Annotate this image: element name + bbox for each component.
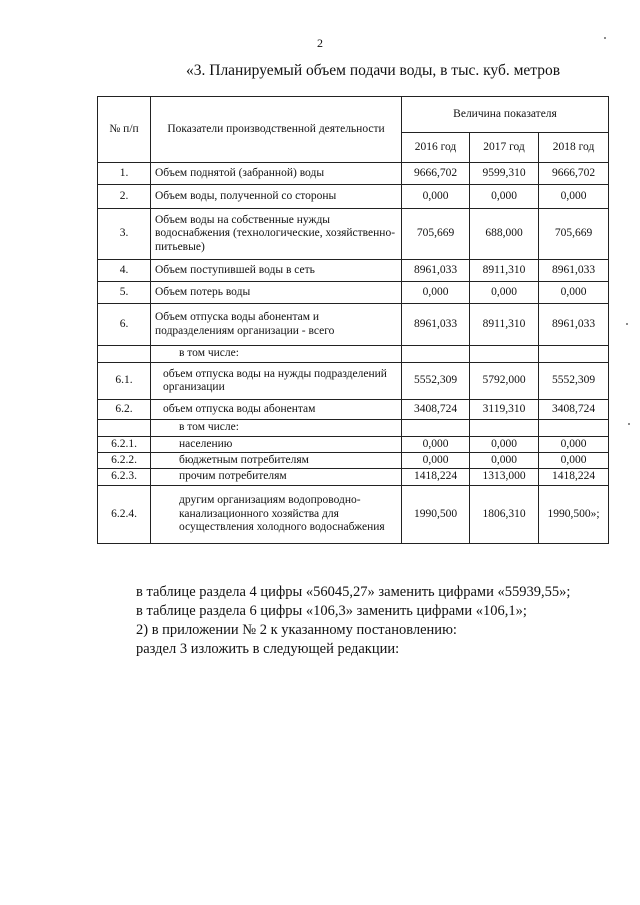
row-value-2017: 0,000: [470, 437, 539, 453]
row-value-2018: 0,000: [539, 453, 609, 469]
row-value-2018: 8961,033: [539, 304, 609, 346]
row-value-2016: 0,000: [402, 453, 470, 469]
header-year-2018: 2018 год: [539, 133, 609, 163]
row-value-2017: [470, 420, 539, 437]
table-row: [98, 304, 609, 346]
header-year-2016: 2016 год: [402, 133, 470, 163]
row-number: 4.: [98, 260, 151, 282]
row-indicator: Объем поступившей воды в сеть: [151, 260, 402, 282]
row-value-2018: 5552,309: [539, 363, 609, 400]
row-value-2017: 688,000: [470, 209, 539, 260]
row-value-2017: 1313,000: [470, 469, 539, 485]
row-value-2016: 0,000: [402, 282, 470, 304]
row-value-2016: [402, 420, 470, 437]
row-value-2018: 1990,500»;: [539, 485, 609, 543]
instruction-line: 2) в приложении № 2 к указанному постановлению:: [136, 622, 457, 638]
row-indicator: объем отпуска воды абонентам: [151, 400, 402, 420]
row-value-2017: 8911,310: [470, 260, 539, 282]
row-value-2018: 1418,224: [539, 469, 609, 485]
header-num: № п/п: [98, 97, 151, 163]
instruction-line: раздел 3 изложить в следующей редакции:: [136, 641, 400, 657]
row-indicator: Объем поднятой (забранной) воды: [151, 163, 402, 185]
table-row: [98, 437, 609, 453]
table-row: [98, 260, 609, 282]
table-row: [98, 469, 609, 485]
row-value-2016: 705,669: [402, 209, 470, 260]
water-supply-table: [97, 96, 609, 544]
row-number: [98, 420, 151, 437]
row-value-2016: 0,000: [402, 437, 470, 453]
table-row: [98, 163, 609, 185]
header-year-2017: 2017 год: [470, 133, 539, 163]
row-value-2017: 9599,310: [470, 163, 539, 185]
row-value-2017: 3119,310: [470, 400, 539, 420]
row-value-2018: 8961,033: [539, 260, 609, 282]
page-number: 2: [317, 36, 323, 50]
table-row: [98, 420, 609, 437]
row-number: 1.: [98, 163, 151, 185]
scan-speck: [628, 423, 630, 425]
row-number: 6.: [98, 304, 151, 346]
row-value-2018: 0,000: [539, 185, 609, 209]
row-indicator: прочим потребителям: [151, 469, 402, 485]
row-value-2017: 8911,310: [470, 304, 539, 346]
row-number: 6.2.3.: [98, 469, 151, 485]
row-number: 6.1.: [98, 363, 151, 400]
row-indicator: Объем потерь воды: [151, 282, 402, 304]
table-row: [98, 209, 609, 260]
table-row: [98, 363, 609, 400]
row-value-2018: 9666,702: [539, 163, 609, 185]
row-indicator: Объем воды на собственные нужды водоснабжения (технологические, хозяйственно-питьевые): [151, 209, 402, 260]
row-value-2016: 1990,500: [402, 485, 470, 543]
row-number: 6.2.4.: [98, 485, 151, 543]
row-value-2016: 0,000: [402, 185, 470, 209]
row-indicator: в том числе:: [151, 420, 402, 437]
row-value-2016: 8961,033: [402, 260, 470, 282]
row-value-2017: 1806,310: [470, 485, 539, 543]
table-row: [98, 185, 609, 209]
table-row: [98, 346, 609, 363]
row-value-2017: 5792,000: [470, 363, 539, 400]
row-indicator: в том числе:: [151, 346, 402, 363]
section-heading: «3. Планируемый объем подачи воды, в тыс. куб. метров: [186, 62, 561, 79]
table-row: [98, 282, 609, 304]
instruction-line: в таблице раздела 6 цифры «106,3» заменить цифрами «106,1»;: [136, 603, 527, 619]
instruction-line: в таблице раздела 4 цифры «56045,27» заменить цифрами «55939,55»;: [136, 584, 571, 600]
row-indicator: населению: [151, 437, 402, 453]
row-value-2016: 5552,309: [402, 363, 470, 400]
row-number: 6.2.: [98, 400, 151, 420]
row-value-2017: 0,000: [470, 453, 539, 469]
row-value-2016: 3408,724: [402, 400, 470, 420]
row-indicator: другим организациям водопроводно-канализационного хозяйства для осуществления холодного водоснабжения: [151, 485, 402, 543]
table-row: [98, 453, 609, 469]
table-header-row: [98, 97, 609, 133]
row-indicator: Объем отпуска воды абонентам и подразделениям организации - всего: [151, 304, 402, 346]
row-value-2018: 0,000: [539, 437, 609, 453]
row-value-2017: [470, 346, 539, 363]
row-indicator: Объем воды, полученной со стороны: [151, 185, 402, 209]
row-value-2018: 705,669: [539, 209, 609, 260]
header-indicator: Показатели производственной деятельности: [151, 97, 402, 163]
row-number: 5.: [98, 282, 151, 304]
row-number: 3.: [98, 209, 151, 260]
row-value-2016: [402, 346, 470, 363]
row-indicator: объем отпуска воды на нужды подразделений организации: [151, 363, 402, 400]
row-number: [98, 346, 151, 363]
row-number: 6.2.1.: [98, 437, 151, 453]
row-value-2016: 1418,224: [402, 469, 470, 485]
row-value-2018: [539, 346, 609, 363]
header-value-group: Величина показателя: [402, 97, 609, 133]
row-number: 2.: [98, 185, 151, 209]
row-value-2018: [539, 420, 609, 437]
row-indicator: бюджетным потребителям: [151, 453, 402, 469]
amendment-instructions: [136, 583, 570, 659]
table-row: [98, 400, 609, 420]
row-number: 6.2.2.: [98, 453, 151, 469]
table-row: [98, 485, 609, 543]
row-value-2017: 0,000: [470, 185, 539, 209]
row-value-2018: 0,000: [539, 282, 609, 304]
scan-speck: [626, 323, 628, 325]
row-value-2016: 9666,702: [402, 163, 470, 185]
row-value-2016: 8961,033: [402, 304, 470, 346]
row-value-2017: 0,000: [470, 282, 539, 304]
scan-speck: [604, 37, 606, 39]
row-value-2018: 3408,724: [539, 400, 609, 420]
